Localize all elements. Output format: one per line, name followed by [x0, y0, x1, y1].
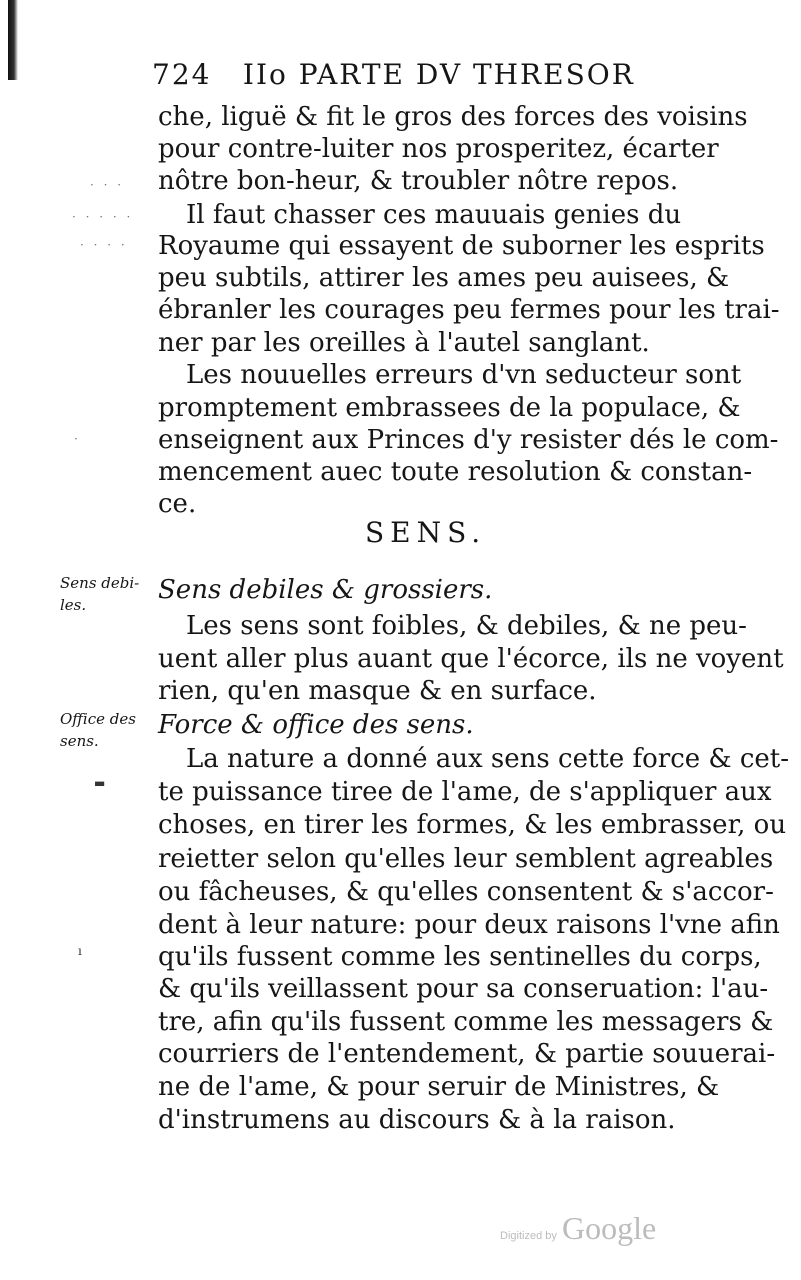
- section-title: SENS.: [365, 516, 487, 549]
- page-number: 724: [152, 58, 212, 91]
- text-line: Il faut chasser ces mauuais genies du: [186, 200, 682, 230]
- text-line: Royaume qui essayent de suborner les esprits: [158, 231, 765, 261]
- text-line: ne de l'ame, & pour seruir de Ministres, &: [158, 1072, 720, 1102]
- text-line: ébranler les courages peu fermes pour les trai-: [158, 295, 780, 325]
- bleed-speck: · · ·: [90, 178, 125, 192]
- text-line: d'instrumens au discours & à la raison.: [158, 1105, 676, 1135]
- text-line: nôtre bon-heur, & troubler nôtre repos.: [158, 166, 679, 196]
- margin-note-line: Office des: [60, 710, 136, 728]
- google-logo: Google: [561, 1210, 657, 1246]
- margin-note: [60, 708, 152, 752]
- text-line: enseignent aux Princes d'y resister dés le com-: [158, 425, 779, 455]
- digitized-watermark: [500, 1210, 680, 1250]
- watermark-prefix: Digitized by: [500, 1230, 557, 1242]
- text-line: peu subtils, attirer les ames peu auisees, &: [158, 263, 730, 293]
- text-line: courriers de l'entendement, & partie souuerai-: [158, 1039, 776, 1069]
- text-line: tre, afin qu'ils fussent comme les messagers &: [158, 1007, 774, 1037]
- text-line: che, liguë & fit le gros des forces des voisins: [158, 102, 748, 132]
- running-title: IIo PARTE DV THRESOR: [242, 58, 635, 91]
- text-line: dent à leur nature: pour deux raisons l'vne afin: [158, 910, 780, 940]
- text-line: uent aller plus auant que l'écorce, ils ne voyent: [158, 644, 784, 674]
- bleed-speck: ·: [74, 432, 81, 446]
- text-line: Les sens sont foibles, & debiles, & ne peu-: [186, 611, 747, 641]
- text-line: ner par les oreilles à l'autel sanglant.: [158, 328, 650, 358]
- binding-edge: [8, 0, 18, 80]
- subsection-heading: Sens debiles & grossiers.: [158, 575, 493, 605]
- margin-note-line: sens.: [60, 732, 99, 750]
- text-line: ce.: [158, 489, 197, 519]
- text-line: qu'ils fussent comme les sentinelles du corps,: [158, 942, 762, 972]
- text-line: reietter selon qu'elles leur semblent agreables: [158, 844, 774, 874]
- running-header: [152, 58, 692, 98]
- text-line: La nature a donné aux sens cette force & cet-: [186, 744, 790, 774]
- bleed-speck: · · · · ·: [72, 210, 134, 224]
- text-line: Les nouuelles erreurs d'vn seducteur sont: [186, 360, 742, 390]
- bleed-speck: ▬: [94, 776, 109, 790]
- margin-note: [60, 572, 152, 616]
- text-line: pour contre-luiter nos prosperitez, écarter: [158, 134, 719, 164]
- text-line: ou fâcheuses, & qu'elles consentent & s'accor-: [158, 877, 774, 907]
- text-line: choses, en tirer les formes, & les embrasser, ou: [158, 810, 787, 840]
- bleed-speck: ı: [78, 944, 85, 958]
- text-line: mencement auec toute resolution & constan-: [158, 457, 753, 487]
- text-line: & qu'ils veillassent pour sa conseruation: l'au-: [158, 974, 769, 1004]
- text-line: te puissance tiree de l'ame, de s'appliquer aux: [158, 777, 772, 807]
- text-line: promptement embrassees de la populace, &: [158, 393, 741, 423]
- subsection-heading: Force & office des sens.: [158, 710, 474, 740]
- bleed-speck: · · · ·: [80, 238, 128, 252]
- text-line: rien, qu'en masque & en surface.: [158, 676, 597, 706]
- margin-note-line: les.: [60, 596, 87, 614]
- margin-note-line: Sens debi-: [60, 574, 140, 592]
